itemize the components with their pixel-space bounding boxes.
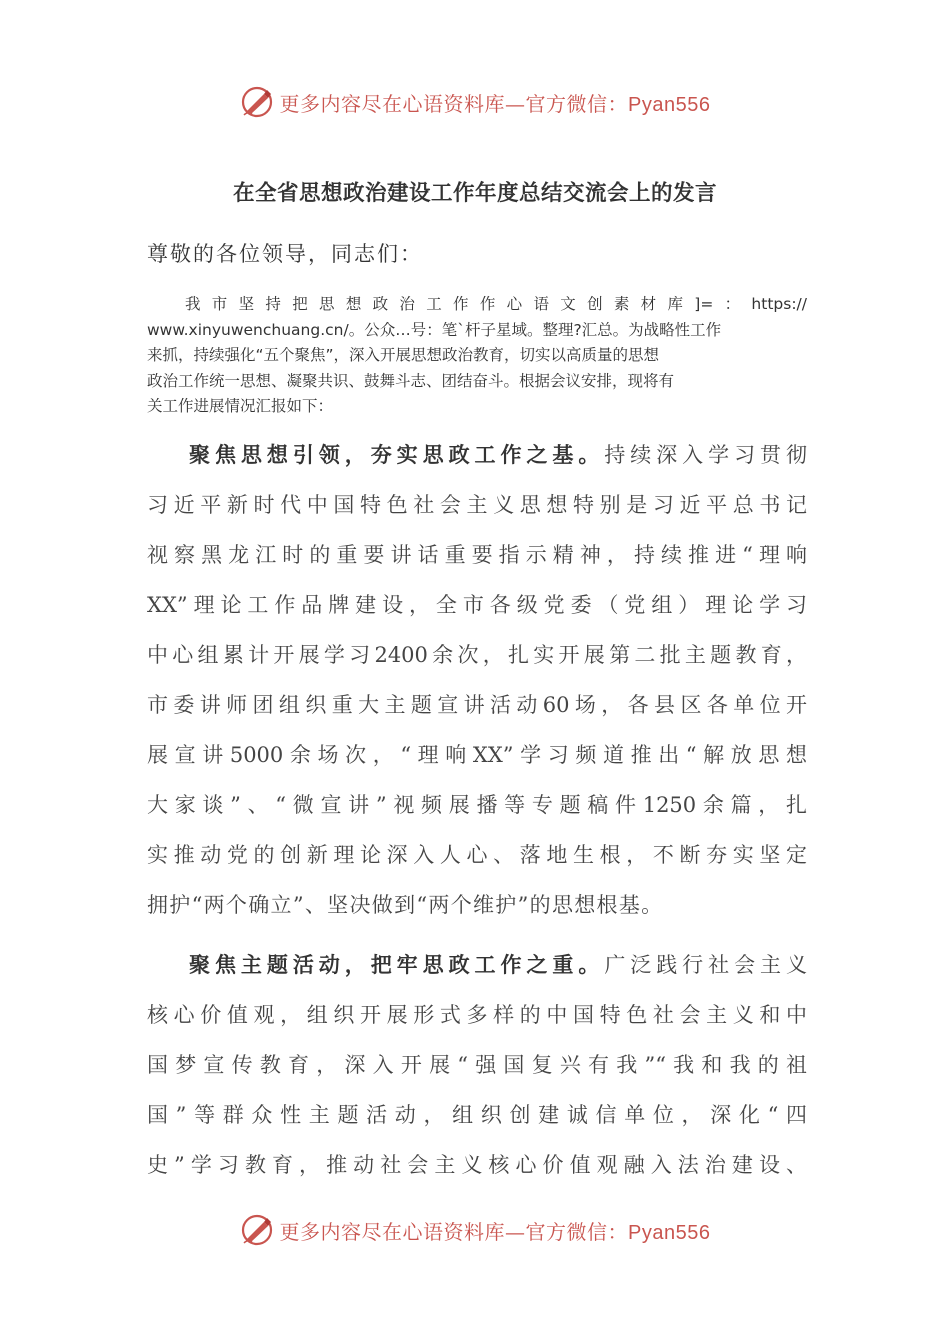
- paragraph-line: 习近平新时代中国特色社会主义思想特别是习近平总书记: [147, 493, 807, 517]
- pen-circle-logo-icon: [240, 85, 274, 119]
- paragraph-line: 实推动党的创新理论深入人心、落地生根，不断夯实坚定: [147, 843, 807, 867]
- paragraph-line: XX”理论工作品牌建设，全市各级党委（党组）理论学习: [147, 593, 807, 617]
- banner-text: 更多内容尽在心语资料库—官方微信：Pyan556: [279, 91, 711, 116]
- intro-line: 政治工作统一思想、凝聚共识、鼓舞斗志、团结奋斗。根据会议安排，现将有: [147, 371, 675, 390]
- paragraph-line: [147, 940, 807, 990]
- paragraph-line: 国”等群众性主题活动，组织创建诚信单位，深化“四: [147, 1103, 807, 1127]
- paragraph-line: 核心价值观，组织开展形式多样的中国特色社会主义和中: [147, 1003, 807, 1027]
- paragraph-line: 史”学习教育，推动社会主义核心价值观融入法治建设、: [147, 1153, 807, 1177]
- paragraph-line: 展宣讲5000余场次，“理响XX”学习频道推出“解放思想: [147, 743, 807, 767]
- paragraph-line: 视察黑龙江时的重要讲话重要指示精神，持续推进“理响: [147, 543, 807, 567]
- paragraph-line: 市委讲师团组织重大主题宣讲活动60场，各县区各单位开: [147, 693, 807, 717]
- intro-line: 来抓，持续强化“五个聚焦”，深入开展思想政治教育，切实以高质量的思想: [147, 346, 660, 364]
- greeting: 尊敬的各位领导，同志们：: [147, 242, 423, 266]
- header-banner: [0, 82, 950, 122]
- paragraph-heading: 聚焦主题活动，把牢思政工作之重。: [189, 953, 605, 977]
- paragraph-heading: 聚焦思想引领，夯实思政工作之基。: [189, 443, 605, 467]
- intro-line: www.xinyuwenchuang.cn/。公众…号：笔`杆子星域。整理?汇总。为战略性工作: [147, 320, 722, 339]
- paragraph-text: 持续深入学习贯彻: [604, 443, 807, 467]
- intro-line: 关工作进展情况汇报如下：: [147, 397, 334, 415]
- footer-banner: [0, 1210, 950, 1250]
- paragraph-text: 广泛践行社会主义: [604, 953, 807, 977]
- paragraph-line: 大家谈”、“微宣讲”视频展播等专题稿件1250余篇，扎: [147, 793, 807, 817]
- intro-line: 我市坚持把思想政治工作作心语文创素材库]=：https://: [185, 295, 807, 313]
- pen-circle-logo-icon: [240, 1213, 274, 1247]
- intro-paragraph: [147, 292, 807, 420]
- banner-text: 更多内容尽在心语资料库—官方微信：Pyan556: [279, 1219, 711, 1244]
- wechat-id: Pyan556: [628, 93, 711, 116]
- paragraph-ideological-guidance: [147, 430, 807, 930]
- page-title: 在全省思想政治建设工作年度总结交流会上的发言: [232, 181, 717, 206]
- paragraph-line: 拥护“两个确立”、坚决做到“两个维护”的思想根基。: [147, 893, 664, 917]
- paragraph-line: 中心组累计开展学习2400余次，扎实开展第二批主题教育，: [147, 643, 807, 667]
- paragraph-line: 国梦宣传教育，深入开展“强国复兴有我”“我和我的祖: [147, 1053, 807, 1077]
- paragraph-theme-activities: [147, 940, 807, 1190]
- wechat-id: Pyan556: [628, 1221, 711, 1244]
- paragraph-line: [147, 430, 807, 480]
